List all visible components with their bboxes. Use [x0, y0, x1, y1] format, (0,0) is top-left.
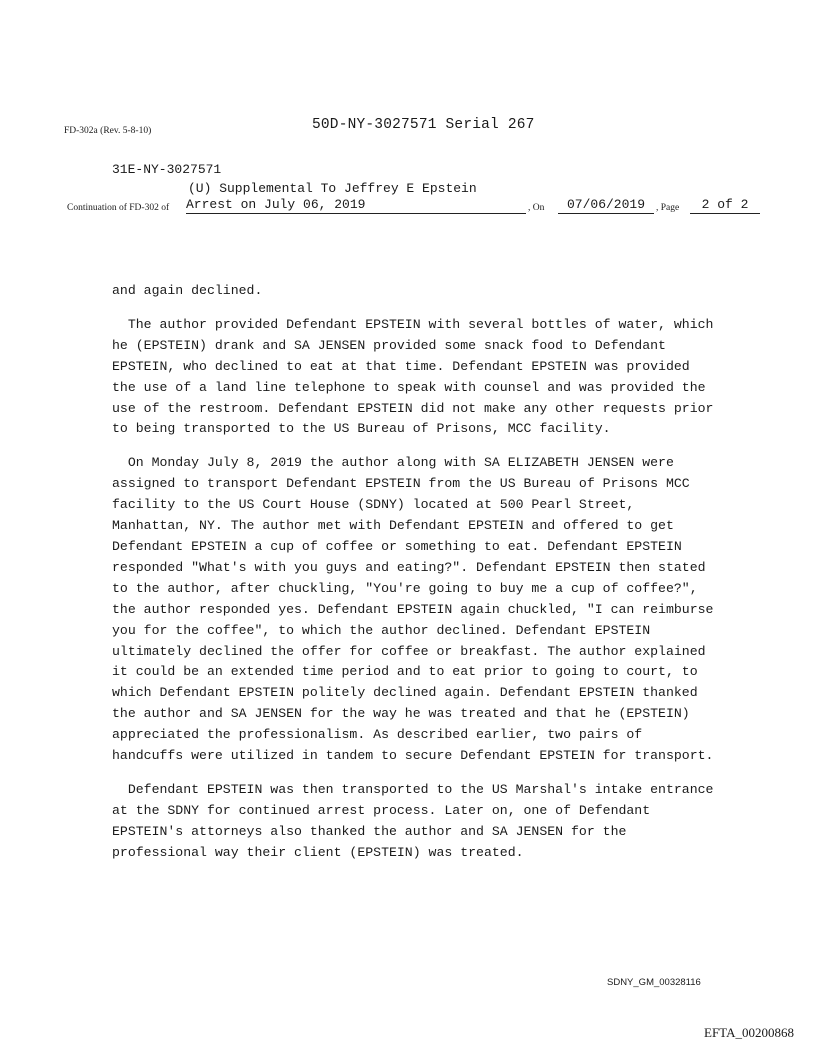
bates-number-efta: EFTA_00200868 [704, 1025, 794, 1040]
page-label: , Page [656, 203, 680, 213]
paragraph: Defendant EPSTEIN was then transported to the US Marshal's intake entrance at the SDNY for continued arrest process. Later on, one of Defendant EPSTEIN's attorneys also thanked the author and SA JENSEN for the professional way their client (EPSTEIN) was treated. [112, 781, 714, 860]
serial-number: 50D-NY-3027571 Serial 267 [312, 117, 535, 133]
document-body [112, 281, 772, 877]
continuation-label: Continuation of FD-302 of [67, 203, 170, 213]
page-number-field: 2 of 2 [690, 198, 760, 214]
file-number: 31E-NY-3027571 [112, 162, 222, 177]
paragraph: The author provided Defendant EPSTEIN with several bottles of water, which he (EPSTEIN) drank and SA JENSEN provided some snack food to Defendant EPSTEIN, who declined to eat at that time. Defendant EPSTEIN was provided the use of a land line telephone to speak with counsel and was provided the use of the restroom. Defendant EPSTEIN did not make any other requests prior to being transported to the US Bureau of Prisons, MCC facility. [112, 316, 714, 437]
subject-title: (U) Supplemental To Jeffrey E Epstein [188, 181, 477, 196]
form-revision: FD-302a (Rev. 5-8-10) [64, 126, 152, 136]
bates-number-sdny: SDNY_GM_00328116 [607, 977, 701, 988]
continuation-field: Arrest on July 06, 2019 [186, 198, 526, 214]
date-label: , On [528, 203, 545, 213]
paragraph: and again declined. [112, 283, 263, 298]
date-field: 07/06/2019 [558, 198, 654, 214]
paragraph: On Monday July 8, 2019 the author along with SA ELIZABETH JENSEN were assigned to transport Defendant EPSTEIN from the US Bureau of Prisons MCC facility to the US Court House (SDNY) located at 500 Pearl Street, Manhattan, NY. The author met with Defendant EPSTEIN and offered to get Defendant EPSTEIN a cup of coffee or something to eat. Defendant EPSTEIN responded "What's with you guys and eating?". Defendant EPSTEIN then stated to the author, after chuckling, "You're going to buy me a cup of coffee?", the author responded yes. Defendant EPSTEIN again chuckled, "I can reimburse you for the coffee", to which the author declined. Defendant EPSTEIN ultimately declined the offer for coffee or breakfast. The author explained it could be an extended time period and to eat prior to going to court, to which Defendant EPSTEIN politely declined again. Defendant EPSTEIN thanked the author and SA JENSEN for the way he was treated and that he (EPSTEIN) appreciated the professionalism. As described earlier, two pairs of handcuffs were utilized in tandem to secure Defendant EPSTEIN for transport. [112, 455, 714, 764]
